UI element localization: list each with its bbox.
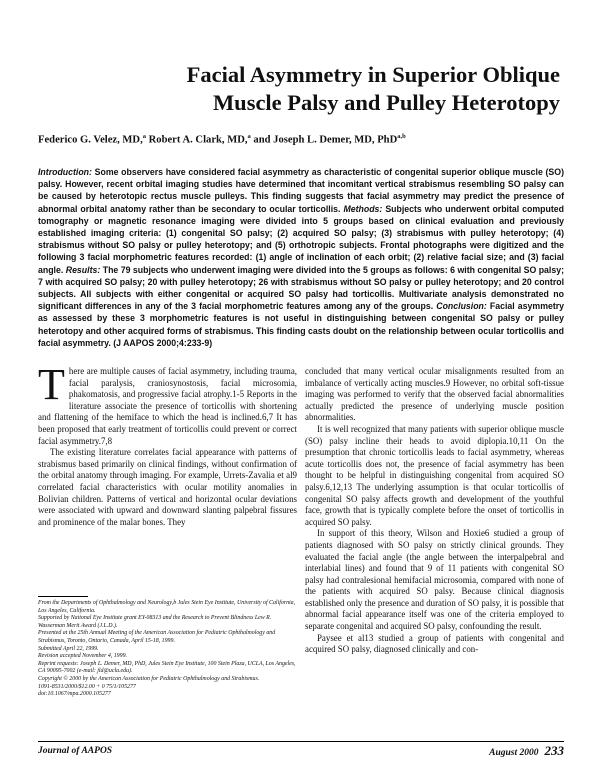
author-3: and Joseph L. Demer, MD, PhD xyxy=(253,134,398,146)
footnote: doi:10.1067/mpa.2000.105277 xyxy=(38,691,111,698)
body-left-p1: here are multiple causes of facial asymmetry, including trauma, facial paralysis, craniosynostosis, facial microsomia, phakomatosis, and progressive facial atrophy.1-5 Reports in the literature associate the presence of torticollis with shortening and flattening of the hemiface to which the head is inclined.6,7 It has been proposed that early treatment of torticollis could prevent or correct facial asymmetry.7,8 xyxy=(38,366,297,446)
abstract-results-text: The 79 subjects who underwent imaging were divided into the 5 groups as follows: 6 with congenital SO palsy; 7 with acquired SO palsy; 20 with pulley heterotopy; 26 with strabismus without SO palsy or pulley heterotopy; and 20 control subjects. All subjects with either congenital or acquired SO palsy had torticollis. Multivariate analysis demonstrated no significant differences in any of the 3 facial morphometric features among any of the groups. xyxy=(38,264,564,312)
abstract-methods-label: Methods: xyxy=(343,203,383,214)
footer-divider xyxy=(38,741,564,742)
body-left-p2: The existing literature correlates facial appearance with patterns of strabismus based primarily on clinical findings, without confirmation of the orbital anatomy through imaging. For example, Urrets-Zavalia et al9 correlated facial characteristics with ocular motility anomalies in Bolivian children. Patterns of vertical and horizontal ocular deviations were associated with upward and downward slanting palpebral fissures and prominence of the malar bones. They xyxy=(38,447,297,527)
footnote: Copyright © 2000 by the American Association for Pediatric Ophthalmology and Strabismus. xyxy=(38,675,260,682)
body-paragraph xyxy=(38,360,297,447)
issue-date: August 2000 xyxy=(489,748,539,758)
journal-name: Journal of AAPOS xyxy=(38,746,113,756)
abstract-intro-text: Some observers have considered facial asymmetry as characteristic of congenital superior oblique muscle (SO) palsy. However, recent orbital imaging studies have determined that incomitant vertical strabismus resembling SO palsy can be caused by heterotopic rectus muscle pulleys. This finding suggests that facial asymmetry may predict the presence of abnormal orbital anatomy rather than be secondary to ocular torticollis. xyxy=(38,167,564,214)
abstract-results-label: Results: xyxy=(65,264,101,275)
article-title xyxy=(40,61,560,117)
abstract-conclusion-text: Facial asymmetry as assessed by these 3 morphometric features is not useful in distinguishing between congenital SO palsy or pulley heterotopy and other acquired forms of strabismus. This finding casts doubt on the relationship between ocular torticollis and facial asymmetry. (J AAPOS 2000;4:233-9) xyxy=(38,301,565,348)
author-3-affiliation: a,b xyxy=(397,133,406,140)
title-line-1: Facial Asymmetry in Superior Oblique xyxy=(186,62,560,87)
author-list xyxy=(38,133,568,146)
body-right-p4: Paysee et al13 studied a group of patients with congenital and acquired SO palsy, diagnosed clinically and con- xyxy=(305,632,564,655)
footnote: 1091-8531/2000/$12.00 + 0 75/1/105277 xyxy=(38,683,136,690)
footnote: Supported by National Eye Institute grant EY-08313 and the Research to Prevent Blindness Lew R. Wasserman Merit Award (J.L.D.). xyxy=(38,615,272,629)
body-right-p2: It is well recognized that many patients with superior oblique muscle (SO) palsy incline their heads to avoid diplopia.10,11 On the presumption that chronic torticollis leads to facial asymmetry, whereas acute torticollis does not, the presence of facial asymmetry has been thought to be helpful in distinguishing congenital from acquired SO palsy.6,12,13 The underlying assumption is that ocular torticollis of congenital SO palsy affects growth and development of the youthful face, growth that is typically complete before the onset of torticollis in acquired SO palsy. xyxy=(305,423,564,527)
footnotes xyxy=(38,600,297,699)
abstract-methods-text: Subjects who underwent orbital computed tomography or magnetic resonance imaging were divided into 5 groups based on clinical evaluation and previously established imaging criteria: (1) congenital SO palsy; (2) acquired SO palsy; (3) strabismus with pulley heterotopy; (4) strabismus without SO palsy or pulley heterotopy; and (5) orthotropic subjects. Frontal photographs were digitized and the following 3 facial morphometric features recorded: (1) angle of inclination of each orbit; (2) relative facial size; and (3) facial angle. xyxy=(38,203,564,275)
footnote: Revision accepted November 4, 1999. xyxy=(38,653,127,660)
abstract-conclusion-label: Conclusion: xyxy=(436,301,487,312)
body-right-p1: concluded that many vertical ocular misalignments resulted from an imbalance of vertically acting muscles.9 However, no orbital soft-tissue imaging was performed to verify that the observed facial abnormalities actually predicted the presence of underlying muscle position abnormalities. xyxy=(305,366,564,423)
footer-date-page xyxy=(489,743,564,759)
footnote: Reprint requests: Joseph L. Demer, MD, PhD, Jules Stein Eye Institute, 100 Stein Plaza, UCLA, Los Angeles, CA 90095-7002 (e-mail: jld@ucla.edu). xyxy=(38,660,296,675)
body-right-p3: In support of this theory, Wilson and Hoxie6 studied a group of patients diagnosed with SO palsy on strictly clinical grounds. They evaluated the facial angle (the angle between the interpalpebral and interlabial lines) and found that 9 of 11 patients with congenital SO palsy had contralesional hemifacial microsomia, compared with none of the patients with acquired SO palsy. Because clinical diagnosis established only the presence and duration of SO palsy, it is possible that abnormal facial appearance itself was one of the criteria employed to separate congenital and acquired SO palsy, confounding the result. xyxy=(305,528,564,632)
drop-cap: T xyxy=(38,360,65,409)
author-1-affiliation: a xyxy=(142,133,146,140)
footnote-divider xyxy=(38,596,88,597)
abstract xyxy=(38,166,564,349)
page-number: 233 xyxy=(544,743,564,758)
body-column-right xyxy=(305,366,564,656)
body-column-left xyxy=(38,360,297,528)
author-2: Robert A. Clark, MD, xyxy=(148,134,248,146)
author-2-affiliation: a xyxy=(247,133,251,140)
footnote: Submitted April 22, 1999. xyxy=(38,645,99,652)
title-line-2: Muscle Palsy and Pulley Heterotopy xyxy=(212,90,560,115)
abstract-intro-label: Introduction: xyxy=(38,167,92,177)
footnote: From the Departments of Ophthalmology and Neurology,b Jules Stein Eye Institute, University of California, Los Angeles, California. xyxy=(38,600,296,614)
footnote: Presented at the 25th Annual Meeting of the American Association for Pediatric Ophthalmology and Strabismus, Toronto, Ontario, Canada, April 15-18, 1999. xyxy=(38,630,276,644)
author-1: Federico G. Velez, MD, xyxy=(38,134,143,146)
